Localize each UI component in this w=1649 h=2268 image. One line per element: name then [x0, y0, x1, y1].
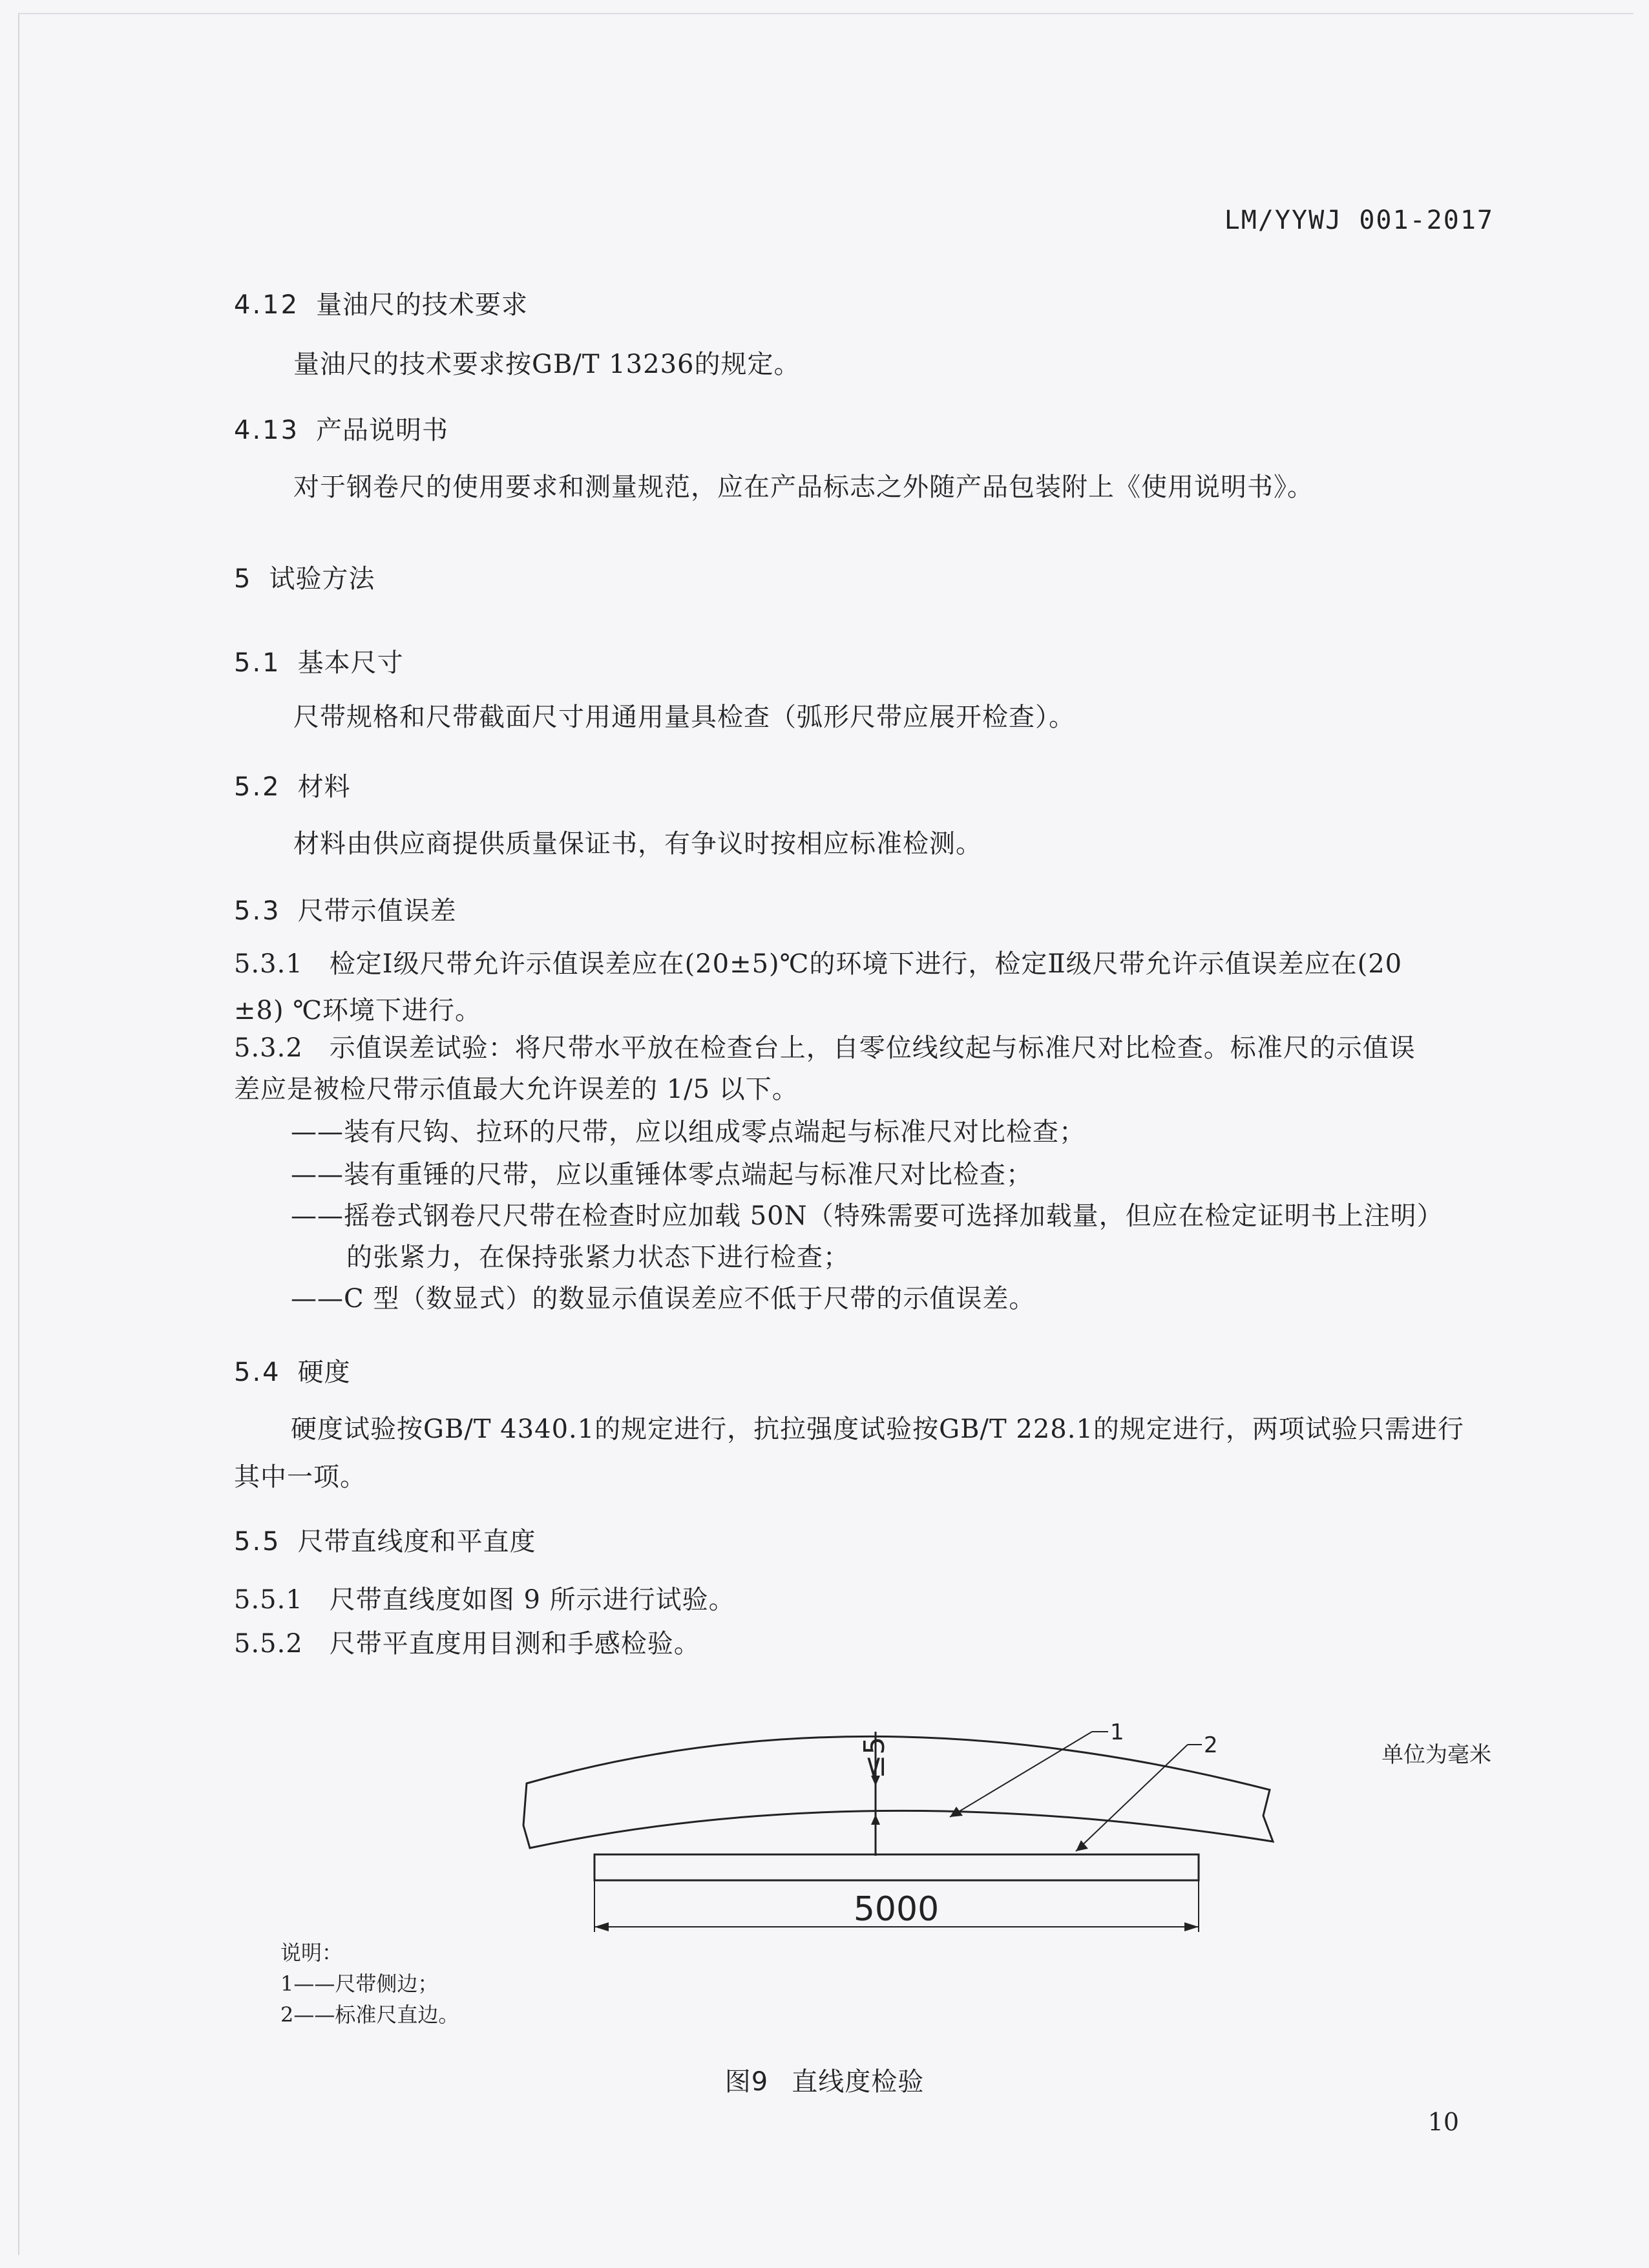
scan-edge-left	[18, 13, 19, 2255]
list-item: ——摇卷式钢卷尺尺带在检查时应加载 50N（特殊需要可选择加载量，但应在检定证明书上注明）	[291, 1201, 1444, 1231]
section-title: 基本尺寸	[297, 648, 404, 678]
clause-5-3-1-line1: 5.3.1 检定Ⅰ级尺带允许示值误差应在(20±5)℃的环境下进行，检定Ⅱ级尺带允许示值误差应在(20	[234, 949, 1403, 979]
section-title: 硬度	[297, 1358, 351, 1387]
tape-band	[523, 1736, 1273, 1848]
deviation-arrow-bottom	[871, 1814, 880, 1825]
section-5-4-body-line2: 其中一项。	[234, 1462, 366, 1492]
legend-item-2: 2——标准尺直边。	[280, 2002, 459, 2027]
section-title: 尺带示值误差	[297, 896, 457, 926]
section-5-1-heading	[234, 642, 404, 679]
section-title: 尺带直线度和平直度	[297, 1527, 536, 1557]
figure-legend	[280, 1937, 459, 2030]
document-code: LM/YYWJ 001-2017	[1224, 205, 1494, 235]
dimension-arrow-left	[594, 1922, 609, 1931]
section-title: 材料	[297, 772, 351, 802]
page-number: 10	[1427, 2108, 1459, 2136]
section-number: 5.1	[234, 648, 281, 678]
section-number: 5.3	[234, 896, 281, 926]
section-number: 4.12	[234, 290, 300, 320]
clause-5-3-2-line2: 差应是被检尺带示值最大允许误差的 1/5 以下。	[234, 1075, 799, 1104]
callout-1-label: 1	[1110, 1719, 1124, 1745]
dimension-arrow-right	[1184, 1922, 1199, 1931]
section-5-heading	[234, 558, 375, 595]
section-number: 5.4	[234, 1358, 281, 1387]
clause-5-5-2: 5.5.2 尺带平直度用目测和手感检验。	[234, 1629, 700, 1659]
deviation-label: ≤5	[858, 1736, 891, 1779]
figure-9-diagram	[504, 1693, 1292, 1964]
clause-5-3-1-line2: ±8) ℃环境下进行。	[234, 996, 482, 1025]
scan-edge-top	[18, 13, 1633, 14]
section-4-12-body: 量油尺的技术要求按GB/T 13236的规定。	[293, 350, 801, 379]
figure-title: 直线度检验	[792, 2067, 925, 2097]
section-number: 4.13	[234, 415, 300, 445]
figure-number: 图9	[724, 2067, 769, 2097]
section-number: 5.5	[234, 1527, 281, 1557]
legend-item-1: 1——尺带侧边；	[280, 1971, 439, 1996]
section-5-1-body: 尺带规格和尺带截面尺寸用通用量具检查（弧形尺带应展开检查）。	[293, 702, 1075, 732]
section-4-13-heading	[234, 410, 448, 446]
list-item: ——装有尺钩、拉环的尺带，应以组成零点端起与标准尺对比检查；	[291, 1117, 1086, 1147]
callout-2-label: 2	[1204, 1732, 1218, 1758]
section-title: 产品说明书	[316, 415, 449, 445]
legend-title: 说明：	[280, 1940, 343, 1965]
standard-ruler	[594, 1854, 1199, 1880]
section-4-13-body: 对于钢卷尺的使用要求和测量规范，应在产品标志之外随产品包装附上《使用说明书》。	[293, 472, 1314, 502]
clause-5-5-1: 5.5.1 尺带直线度如图 9 所示进行试验。	[234, 1585, 735, 1615]
section-title: 量油尺的技术要求	[316, 290, 529, 320]
section-5-2-body: 材料由供应商提供质量保证书，有争议时按相应标准检测。	[293, 829, 982, 859]
section-5-5-heading	[234, 1521, 536, 1558]
section-5-2-heading	[234, 766, 351, 803]
section-5-3-heading	[234, 890, 457, 927]
figure-caption	[0, 2061, 1649, 2098]
section-number: 5	[234, 564, 253, 594]
section-number: 5.2	[234, 772, 281, 802]
list-item: ——装有重锤的尺带，应以重锤体零点端起与标准尺对比检查；	[291, 1160, 1033, 1190]
list-item: ——C 型（数显式）的数显示值误差应不低于尺带的示值误差。	[291, 1284, 1036, 1314]
section-5-4-body-line1: 硬度试验按GB/T 4340.1的规定进行，抗拉强度试验按GB/T 228.1的规定进行，两项试验只需进行	[291, 1414, 1464, 1444]
section-4-12-heading	[234, 284, 528, 321]
clause-5-3-2-line1: 5.3.2 示值误差试验：将尺带水平放在检查台上，自零位线纹起与标准尺对比检查。标准尺的示值误	[234, 1033, 1416, 1063]
section-5-4-heading	[234, 1352, 351, 1389]
list-item-continuation: 的张紧力，在保持张紧力状态下进行检查；	[346, 1243, 850, 1272]
unit-note: 单位为毫米	[1381, 1742, 1491, 1768]
length-label: 5000	[853, 1890, 940, 1929]
section-title: 试验方法	[269, 564, 375, 594]
straightness-diagram-svg	[504, 1693, 1292, 1964]
